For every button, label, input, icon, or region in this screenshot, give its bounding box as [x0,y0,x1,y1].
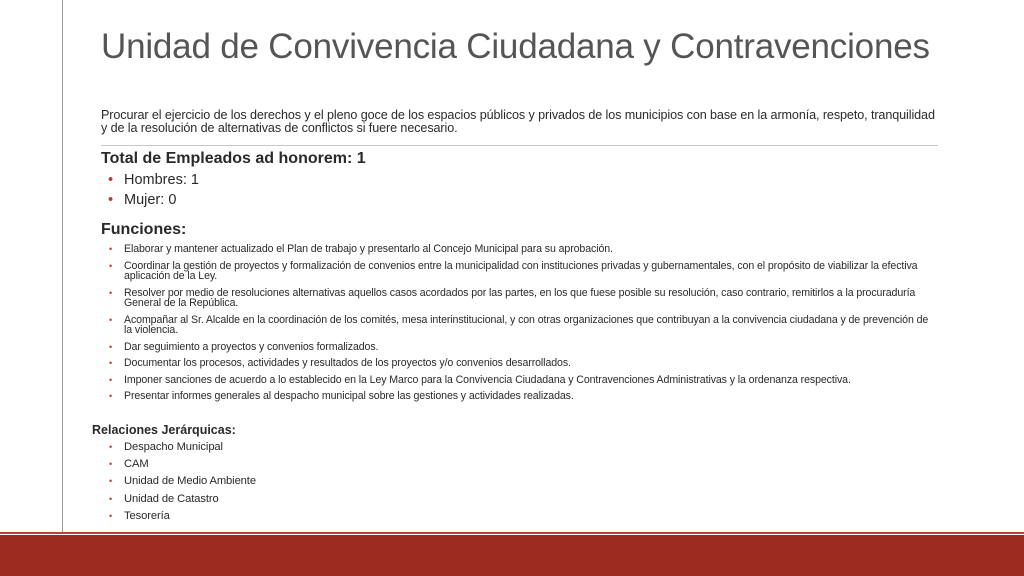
intro-paragraph: Procurar el ejercicio de los derechos y el pleno goce de los espacios públicos y privados de los municipios con base en la armonía, respeto, tranquilidad y de la resolución de alternativas de conflictos si fuere necesario. [101,108,935,135]
list-item-text: Resolver por medio de resoluciones alternativas aquellos casos acordados por las partes, en los que fuese posible su resolución, caso contrario, remitirlos a la procuraduría General de la República. [124,286,916,309]
bullet-icon: • [109,510,113,521]
list-item-text: Presentar informes generales al despacho municipal sobre las gestiones y actividades realizadas. [124,390,574,402]
list-item-text: Imponer sanciones de acuerdo a lo establecido en la Ley Marco para la Convivencia Ciudadana y Contravenciones Administrativas y la ordenanza respectiva. [124,373,851,386]
bullet-icon: • [109,260,113,271]
employees-list [108,170,199,210]
functions-list [109,244,939,408]
employees-heading: Total de Empleados ad honorem: 1 [101,150,366,167]
bullet-icon: • [109,459,113,470]
bullet-icon: • [109,442,113,452]
list-item-text: Dar seguimiento a proyectos y convenios formalizados. [124,340,379,353]
list-item [109,493,409,505]
left-vertical-rule [62,0,63,532]
bullet-icon: • [109,374,113,385]
list-item-text: Tesorería [124,509,170,522]
slide-title: Unidad de Convivencia Ciudadana y Contravenciones [101,27,930,66]
bullet-icon: • [109,341,113,352]
list-item [109,510,409,522]
list-item [109,441,409,453]
list-item [109,261,939,282]
list-item [108,170,199,190]
list-item [108,190,199,210]
list-item-text: CAM [124,458,149,471]
list-item [109,342,939,353]
bullet-icon: • [108,172,114,188]
bullet-icon: • [109,391,113,401]
list-item-text: Unidad de Catastro [124,492,219,505]
list-item-text: Elaborar y mantener actualizado el Plan de trabajo y presentarlo al Concejo Municipal para su aprobación. [124,243,613,255]
list-item-text: Unidad de Medio Ambiente [124,475,256,488]
list-item [109,358,939,369]
list-item [109,288,939,309]
list-item-text: Despacho Municipal [124,441,223,453]
bullet-icon: • [109,314,113,325]
bullet-icon: • [109,493,113,504]
list-item [109,315,939,336]
list-item-text: Documentar los procesos, actividades y resultados de los proyectos y/o convenios desarrollados. [124,357,571,369]
bullet-icon: • [109,476,113,487]
list-item-text: Acompañar al Sr. Alcalde en la coordinación de los comités, mesa interinstitucional, y con otras organizaciones que contribuyan a la convivencia ciudadana y de prevención de la violencia. [124,313,929,336]
list-item-text: Coordinar la gestión de proyectos y formalización de convenios entre la municipalidad con instituciones privadas y gubernamentales, con el propósito de viabilizar la efectiva aplicación de la Ley. [124,259,918,282]
list-item [109,475,409,487]
footer-accent-line [0,532,1024,534]
relations-heading: Relaciones Jerárquicas: [92,423,236,437]
bullet-icon: • [109,244,113,254]
bullet-icon: • [108,192,114,208]
bullet-icon: • [109,287,113,298]
list-item [109,244,939,255]
list-item [109,391,939,402]
functions-heading: Funciones: [101,221,187,238]
list-item-text: Hombres: 1 [124,172,199,188]
list-item [109,375,939,386]
list-item-text: Mujer: 0 [124,192,177,208]
bullet-icon: • [109,358,113,368]
list-item [109,458,409,470]
relations-list [109,441,409,527]
footer-band [0,535,1024,576]
intro-divider [101,145,938,146]
